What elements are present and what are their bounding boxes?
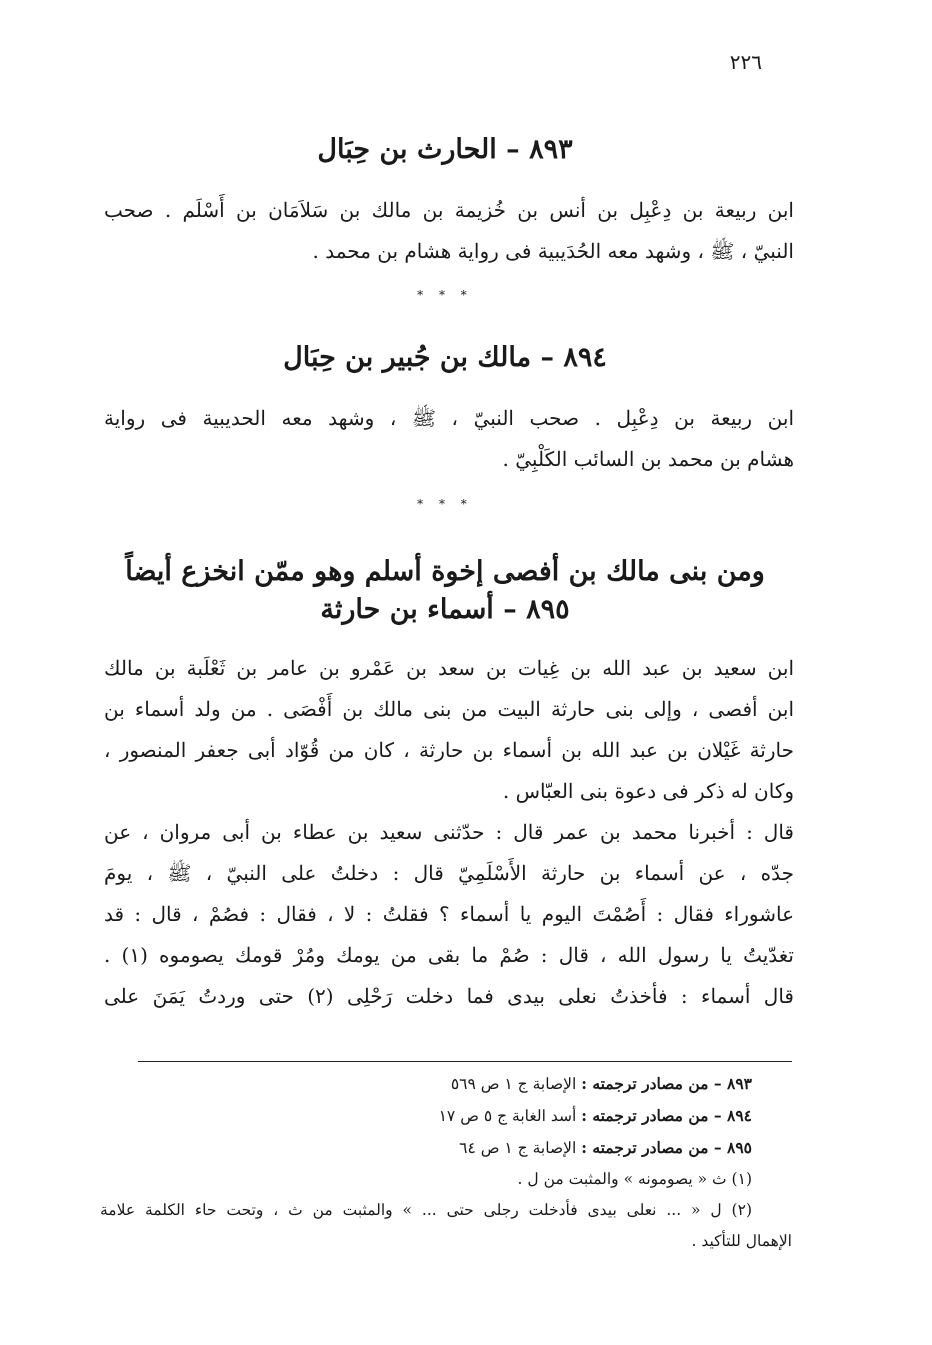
entry-heading-895: ٨٩٥ – أسماء بن حارثة xyxy=(320,594,570,625)
text-line: جدّه ، عن أسماء بن حارثة الأَسْلَمِيّ قال : دخلتُ على النبيّ ، ﷺ ، يومَ xyxy=(104,861,794,885)
entry-text-893 xyxy=(104,190,794,272)
footnote-note-line: الإهمال للتأكيد . xyxy=(691,1232,792,1250)
text-line: ابن أفصى ، وإلى بنى حارثة البيت من بنى مالك بن أَفْصَى . من ولد أسماء بن xyxy=(104,697,794,721)
entry-text-895-p1 xyxy=(104,648,794,812)
footnote-separator xyxy=(138,1061,792,1062)
text-line: ابن ربيعة بن دِعْبِل بن أنس بن خُزيمة بن مالك بن سَلاَمَان بن أَسْلَم . صحب xyxy=(104,198,794,222)
text-line: ابن ربيعة بن دِعْبِل . صحب النبيّ ، ﷺ ، وشهد معه الحديبية فى رواية xyxy=(104,406,794,430)
entry-heading-894: ٨٩٤ – مالك بن جُبير بن حِبَال xyxy=(283,342,607,373)
footnote-source-text: الإصابة ج ١ ص ٦٤ xyxy=(459,1139,577,1157)
footnote-source-text: الإصابة ج ١ ص ٥٦٩ xyxy=(450,1075,577,1093)
footnote-note xyxy=(100,1195,792,1257)
entry-text-895-p3 xyxy=(104,976,794,1017)
group-heading: ومن بنى مالك بن أفصى إخوة أسلم وهو ممّن انخزع أيضاً xyxy=(125,556,765,587)
footnote-source-label: ٨٩٣ – من مصادر ترجمته : xyxy=(581,1074,752,1093)
footnote-source xyxy=(100,1100,792,1132)
text-line: ابن سعيد بن عبد الله بن غِيات بن سعد بن عَمْرو بن عامر بن ثَعْلَبة بن مالك xyxy=(104,656,794,680)
footnote-source-text: أسد الغابة ج ٥ ص ١٧ xyxy=(438,1107,577,1125)
footnotes xyxy=(100,1068,792,1257)
footnote-note-line: (٢) ل « ... نعلى بيدى فأدخلت رجلى حتى ... » والمثبت من ث ، وتحت حاء الكلمة علامة xyxy=(100,1201,752,1219)
footnote-source xyxy=(100,1068,792,1100)
text-line: قال : أخبرنا محمد بن عمر قال : حدّثنى سعيد بن عطاء بن أبى مروان ، عن xyxy=(104,820,794,844)
text-line: هشام بن محمد بن السائب الكَلْبِيّ . xyxy=(502,447,794,471)
entry-heading-893: ٨٩٣ – الحارث بن حِبَال xyxy=(317,134,573,165)
footnote-source xyxy=(100,1132,792,1164)
text-line: تغدّيتُ يا رسول الله ، قال : صُمْ ما بقى من يومك ومُرْ قومك يصوموه (١) . xyxy=(104,943,794,967)
text-line: النبيّ ، ﷺ ، وشهد معه الحُدَيبية فى رواية هشام بن محمد . xyxy=(312,239,794,263)
text-line: عاشوراء فقال : أَصُمْتَ اليوم يا أسماء ؟ فقلتُ : لا ، فقال : فصُمْ ، قال : قد xyxy=(104,902,794,926)
text-line: وكان له ذكر فى دعوة بنى العبّاس . xyxy=(502,779,794,803)
page-number: ٢٢٦ xyxy=(729,50,762,74)
section-separator: * * * xyxy=(417,288,473,302)
text-line: قال أسماء : فأخذتُ نعلى بيدى فما دخلت رَحْلِى (٢) حتى وردتُ يَمَنَ على xyxy=(104,984,794,1008)
section-separator: * * * xyxy=(417,497,473,511)
entry-text-895-p2 xyxy=(104,812,794,976)
footnote-note: (١) ث « يصومونه » والمثبت من ل . xyxy=(517,1170,752,1188)
text-line: حارثة غَيْلان بن عبد الله بن أسماء بن حارثة ، كان من قُوّاد أبى جعفر المنصور ، xyxy=(104,738,794,762)
footnote-source-label: ٨٩٤ – من مصادر ترجمته : xyxy=(581,1106,752,1125)
footnote-source-label: ٨٩٥ – من مصادر ترجمته : xyxy=(581,1138,752,1157)
entry-text-894 xyxy=(104,398,794,480)
